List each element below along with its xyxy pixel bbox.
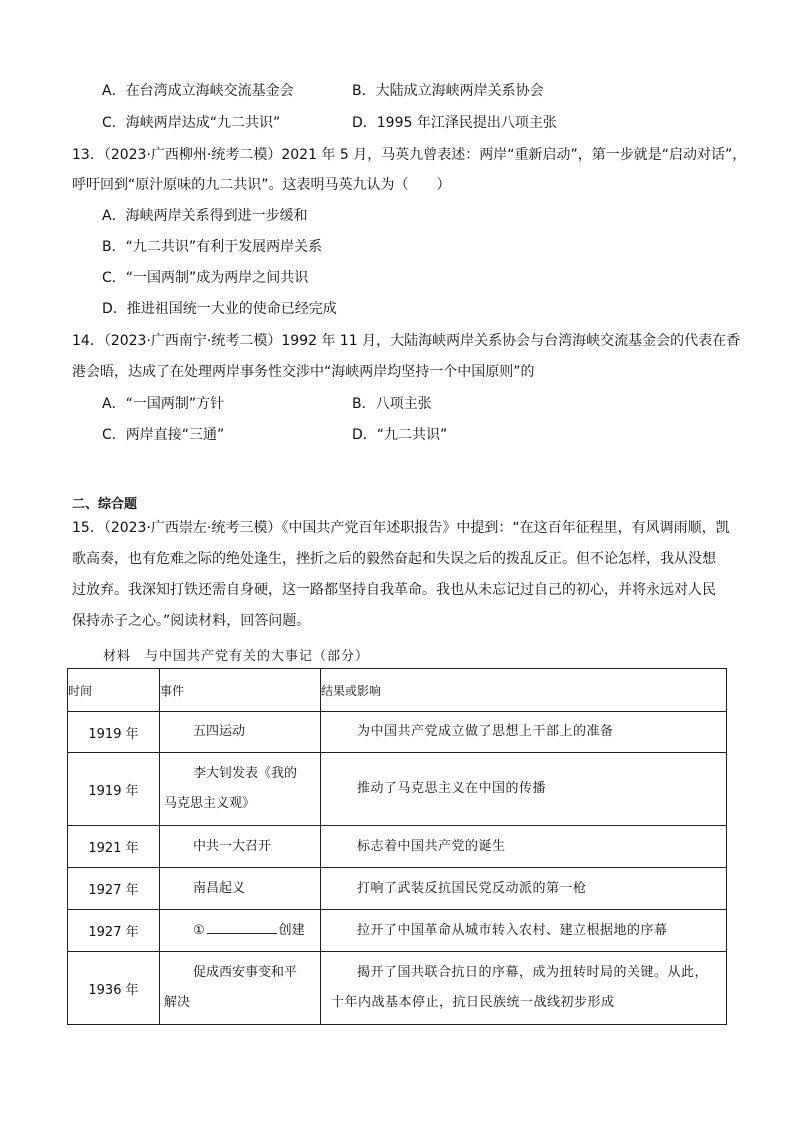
cell-time: 1927 年 <box>68 868 160 910</box>
q15-stem-line-1: 15．（2023·广西崇左·统考三模）《中国共产党百年述职报告》中提到：“在这百年征程里，有风调雨顺，凯 <box>72 520 730 536</box>
circled-number-one: ① <box>193 922 205 938</box>
cell-result <box>321 712 727 753</box>
table-row <box>68 952 727 1025</box>
cell-result-text: 标志着中国共产党的诞生 <box>357 838 506 854</box>
cell-event-text: 南昌起义 <box>193 880 246 896</box>
cell-result <box>321 826 727 868</box>
q12-option-d[interactable]: D．1995 年江泽民提出八项主张 <box>352 115 557 131</box>
cell-event-text-line-1: 李大钊发表《我的 <box>193 766 298 781</box>
cell-result-text: 为中国共产党成立做了思想上干部上的准备 <box>357 724 614 739</box>
cell-event <box>160 826 321 868</box>
cell-result-text-line-2: 十年内战基本停止，抗日民族统一战线初步形成 <box>331 995 615 1010</box>
cell-event-text-line-2: 解决 <box>164 995 191 1010</box>
header-time: 时间 <box>68 669 160 712</box>
cell-result <box>321 868 727 910</box>
q14-options-row-2 <box>102 426 448 444</box>
q12-option-b[interactable]: B．大陆成立海峡两岸关系协会 <box>352 83 544 99</box>
cell-result-text-line-1: 揭开了国共联合抗日的序幕，成为扭转时局的关键。从此， <box>357 965 709 980</box>
q13-option-c[interactable]: C．“一国两制”成为两岸之间共识 <box>102 270 309 286</box>
q14-option-c[interactable]: C．两岸直接“三通” <box>102 427 225 443</box>
table-row <box>68 753 727 826</box>
table-caption: 材料 与中国共产党有关的大事记（部分） <box>103 649 370 664</box>
cell-event-text: 中共一大召开 <box>193 838 272 854</box>
section-title: 二、综合题 <box>72 497 138 512</box>
table-row <box>68 826 727 868</box>
q12-option-c[interactable]: C．海峡两岸达成“九二共识” <box>102 115 281 131</box>
cell-event <box>160 753 321 826</box>
q14-options-row-1 <box>102 395 432 413</box>
q13-option-b[interactable]: B．“九二共识”有利于发展两岸关系 <box>102 239 323 255</box>
cell-time: 1919 年 <box>68 712 160 753</box>
q14-option-d[interactable]: D．“九二共识” <box>352 427 448 443</box>
table-row <box>68 868 727 910</box>
cell-result-text: 推动了马克思主义在中国的传播 <box>357 781 547 796</box>
cell-result-text: 打响了武装反抗国民党反动派的第一枪 <box>357 880 587 896</box>
q13-stem-line-2: 呼吁回到“原汁原味的九二共识”。这表明马英九认为（ ） <box>72 177 451 193</box>
cell-result-text: 拉开了中国革命从城市转入农村、建立根据地的序幕 <box>357 922 668 938</box>
cell-event-text-line-2: 马克思主义观》 <box>164 796 256 811</box>
header-result: 结果或影响 <box>321 669 727 712</box>
cell-event <box>160 910 321 952</box>
cell-result <box>321 753 727 826</box>
cell-event <box>160 952 321 1025</box>
cell-result <box>321 910 727 952</box>
table-header-row <box>68 669 727 712</box>
cell-time: 1921 年 <box>68 826 160 868</box>
q13-option-d[interactable]: D．推进祖国统一大业的使命已经完成 <box>102 301 337 317</box>
cell-event <box>160 868 321 910</box>
answer-blank[interactable] <box>207 919 277 934</box>
q15-stem-line-2: 歌高奏，也有危难之际的绝处逢生，挫折之后的毅然奋起和失误之后的拨乱反正。但不论怎样，我从没想 <box>72 551 716 567</box>
table-row <box>68 910 727 952</box>
q15-stem-line-4: 保持赤子之心。”阅读材料，回答问题。 <box>72 613 311 629</box>
header-event: 事件 <box>160 669 321 712</box>
q12-options-row-2 <box>102 114 557 132</box>
q14-option-b[interactable]: B．八项主张 <box>352 396 432 412</box>
cell-time: 1927 年 <box>68 910 160 952</box>
cell-event <box>160 712 321 753</box>
q14-stem-line-1: 14．（2023·广西南宁·统考二模）1992 年 11 月，大陆海峡两岸关系协会与台湾海峡交流基金会的代表在香 <box>72 333 741 349</box>
q15-stem-line-3: 过放弃。我深知打铁还需自身硬，这一路都坚持自我革命。我也从未忘记过自己的初心，并将永远对人民 <box>72 582 716 598</box>
cell-event-text-line-1: 促成西安事变和平 <box>193 965 298 980</box>
cell-result <box>321 952 727 1025</box>
q13-option-a[interactable]: A．海峡两岸关系得到进一步缓和 <box>102 208 308 224</box>
cell-event-suffix: 创建 <box>278 922 305 938</box>
cell-time: 1936 年 <box>68 952 160 1025</box>
table-row <box>68 712 727 753</box>
q12-option-a[interactable]: A．在台湾成立海峡交流基金会 <box>102 83 294 99</box>
q13-stem-line-1: 13．（2023·广西柳州·统考二模）2021 年 5 月，马英九曾表述：两岸“重新启动”，第一步就是“启动对话”， <box>72 147 747 163</box>
cell-time: 1919 年 <box>68 753 160 826</box>
q14-stem-line-2: 港会晤，达成了在处理两岸事务性交涉中“海峡两岸均坚持一个中国原则”的 <box>72 364 535 380</box>
cell-event-text: 五四运动 <box>193 724 246 739</box>
q12-options-row-1 <box>102 82 544 100</box>
events-table <box>67 668 727 1025</box>
q14-option-a[interactable]: A．“一国两制”方针 <box>102 396 225 412</box>
